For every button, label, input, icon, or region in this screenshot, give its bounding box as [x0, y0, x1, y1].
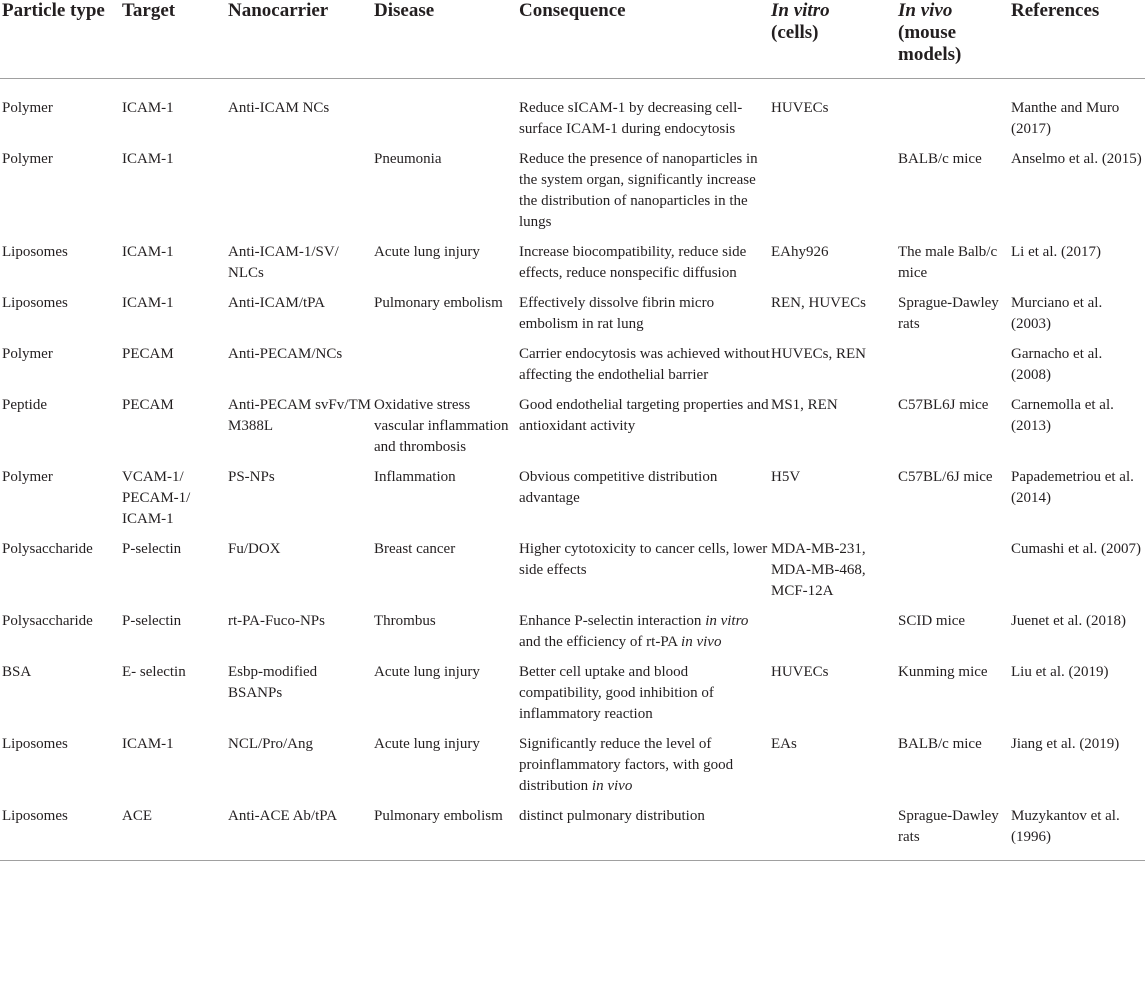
cell-particle-type: Polymer	[2, 346, 53, 362]
consequence-text: Significantly reduce the level of proinflammatory factors, with good distribution	[519, 736, 734, 794]
table-body	[0, 79, 1145, 861]
cell-particle-type: Polymer	[2, 151, 53, 167]
cell-reference: Li et al. (2017)	[1011, 244, 1101, 260]
cell-disease: Breast cancer	[374, 541, 456, 557]
cell-in-vivo: SCID mice	[898, 613, 966, 629]
cell-reference: Anselmo et al. (2015)	[1011, 151, 1142, 167]
cell-particle-type: Polysaccharide	[2, 613, 93, 629]
cell-disease: Inflammation	[374, 469, 456, 485]
cell-reference: Papademetriou et al. (2014)	[1011, 469, 1134, 506]
cell-target: PECAM	[122, 397, 174, 413]
cell-target: VCAM-1/ PECAM-1/ ICAM-1	[122, 469, 191, 527]
cell-in-vitro	[771, 611, 898, 662]
table-row	[0, 293, 1145, 344]
cell-in-vivo: BALB/c mice	[898, 736, 982, 752]
cell-particle-type: Polysaccharide	[2, 541, 93, 557]
cell-nanocarrier: PS-NPs	[228, 469, 275, 485]
cell-particle-type: Polymer	[2, 100, 53, 116]
cell-target: ACE	[122, 806, 228, 861]
cell-reference: Cumashi et al. (2007)	[1011, 541, 1141, 557]
cell-disease: Pulmonary embolism	[374, 806, 519, 861]
cell-reference: Muzykantov et al. (1996)	[1011, 806, 1145, 861]
cell-target: ICAM-1	[122, 100, 174, 116]
table-row	[0, 467, 1145, 539]
cell-in-vitro: EAs	[771, 736, 797, 752]
consequence-text: Higher cytotoxicity to cancer cells, lower side effects	[519, 541, 768, 578]
cell-reference: Liu et al. (2019)	[1011, 664, 1109, 680]
cell-nanocarrier	[228, 149, 374, 242]
consequence-text: distinct pulmonary distribution	[519, 808, 705, 824]
table-row	[0, 662, 1145, 734]
cell-in-vivo: C57BL/6J mice	[898, 469, 993, 485]
cell-particle-type: Liposomes	[2, 736, 68, 752]
cell-in-vitro: MDA-MB-231, MDA-MB-468, MCF-12A	[771, 541, 866, 599]
consequence-text: Carrier endocytosis was achieved without affecting the endothelial barrier	[519, 346, 770, 383]
cell-in-vivo	[898, 79, 1011, 150]
consequence-text: Good endothelial targeting properties and antioxidant activity	[519, 397, 769, 434]
cell-particle-type: BSA	[2, 664, 32, 680]
cell-target: ICAM-1	[122, 295, 174, 311]
cell-reference: Carnemolla et al. (2013)	[1011, 397, 1114, 434]
table-row	[0, 344, 1145, 395]
table-row	[0, 242, 1145, 293]
cell-target: PECAM	[122, 346, 174, 362]
cell-consequence	[519, 467, 771, 539]
cell-in-vivo: Kunming mice	[898, 664, 988, 680]
header-disease: Disease	[374, 0, 519, 79]
cell-in-vitro: REN, HUVECs	[771, 295, 867, 311]
italic-term: in vitro	[705, 613, 749, 629]
cell-nanocarrier: Anti-ACE Ab/tPA	[228, 806, 374, 861]
cell-disease: Acute lung injury	[374, 244, 480, 260]
cell-particle-type: Liposomes	[2, 295, 68, 311]
cell-in-vitro: H5V	[771, 469, 801, 485]
header-consequence: Consequence	[519, 0, 771, 79]
cell-particle-type: Liposomes	[0, 806, 122, 861]
table-row	[0, 734, 1145, 806]
cell-nanocarrier: Anti-ICAM/tPA	[228, 295, 325, 311]
consequence-text: Better cell uptake and blood compatibility, good inhibition of inflammatory reaction	[519, 664, 714, 722]
cell-consequence	[519, 539, 771, 611]
cell-target: ICAM-1	[122, 151, 174, 167]
cell-in-vitro: HUVECs, REN	[771, 346, 867, 362]
table-row	[0, 149, 1145, 242]
cell-in-vivo	[898, 344, 1011, 395]
cell-nanocarrier: Anti-PECAM/NCs	[228, 346, 343, 362]
cell-in-vitro: MS1, REN	[771, 397, 838, 413]
cell-consequence	[519, 734, 771, 806]
cell-reference: Juenet et al. (2018)	[1011, 613, 1126, 629]
cell-reference: Garnacho et al. (2008)	[1011, 346, 1103, 383]
cell-in-vivo	[898, 539, 1011, 611]
cell-consequence	[519, 242, 771, 293]
consequence-text: and the efficiency of rt-PA	[519, 634, 682, 650]
cell-consequence	[519, 149, 771, 242]
cell-nanocarrier: Fu/DOX	[228, 541, 281, 557]
cell-in-vitro: HUVECs	[771, 100, 829, 116]
cell-in-vitro	[771, 806, 898, 861]
cell-in-vivo: Sprague-Dawley rats	[898, 806, 1011, 861]
cell-in-vivo: BALB/c mice	[898, 151, 982, 167]
consequence-text: Obvious competitive distribution advantage	[519, 469, 718, 506]
cell-in-vitro: HUVECs	[771, 664, 829, 680]
table-header	[0, 0, 1145, 79]
cell-consequence	[519, 79, 771, 150]
cell-disease: Oxidative stress vascular inflammation and thrombosis	[374, 397, 509, 455]
consequence-text: Reduce the presence of nanoparticles in the system organ, significantly increase the distribution of nanoparticles in the lungs	[519, 151, 758, 230]
table-row	[0, 79, 1145, 150]
cell-particle-type: Polymer	[2, 469, 53, 485]
cell-reference: Manthe and Muro (2017)	[1011, 100, 1120, 137]
cell-nanocarrier: Anti-PECAM svFv/TM M388L	[228, 397, 371, 434]
cell-consequence	[519, 344, 771, 395]
table-row	[0, 395, 1145, 467]
header-in-vivo: In vivo (mouse models)	[898, 0, 1011, 79]
cell-nanocarrier: NCL/Pro/Ang	[228, 736, 314, 752]
cell-particle-type: Peptide	[2, 397, 47, 413]
table-row	[0, 539, 1145, 611]
cell-consequence	[519, 662, 771, 734]
cell-disease: Acute lung injury	[374, 664, 480, 680]
cell-in-vitro: EAhy926	[771, 244, 829, 260]
cell-nanocarrier: Esbp-modified BSANPs	[228, 664, 318, 701]
cell-disease	[374, 344, 519, 395]
cell-reference: Jiang et al. (2019)	[1011, 736, 1120, 752]
header-nanocarrier: Nanocarrier	[228, 0, 374, 79]
cell-in-vivo: Sprague-Dawley rats	[898, 295, 999, 332]
italic-term: in vivo	[591, 778, 633, 794]
table-row	[0, 806, 1145, 861]
cell-consequence	[519, 293, 771, 344]
cell-target: ICAM-1	[122, 736, 174, 752]
consequence-text: Reduce sICAM-1 by decreasing cell-surface ICAM-1 during endocytosis	[519, 100, 743, 137]
cell-disease	[374, 79, 519, 150]
consequence-text: Enhance P-selectin interaction	[519, 613, 706, 629]
cell-reference: Murciano et al. (2003)	[1011, 295, 1103, 332]
cell-target: P-selectin	[122, 613, 182, 629]
header-references: References	[1011, 0, 1145, 79]
consequence-text: Increase biocompatibility, reduce side effects, reduce nonspecific diffusion	[519, 244, 747, 281]
cell-target: P-selectin	[122, 541, 182, 557]
cell-consequence	[519, 395, 771, 467]
header-particle-type: Particle type	[0, 0, 122, 79]
cell-disease: Thrombus	[374, 613, 436, 629]
cell-nanocarrier: Anti-ICAM NCs	[228, 100, 330, 116]
cell-nanocarrier: rt-PA-Fuco-NPs	[228, 613, 325, 629]
consequence-text: Effectively dissolve fibrin micro embolism in rat lung	[519, 295, 715, 332]
cell-in-vitro	[771, 149, 898, 242]
cell-in-vivo: C57BL6J mice	[898, 397, 989, 413]
cell-consequence	[519, 611, 771, 662]
cell-target: E- selectin	[122, 664, 186, 680]
table-row	[0, 611, 1145, 662]
cell-nanocarrier: Anti-ICAM-1/SV/ NLCs	[228, 244, 339, 281]
cell-particle-type: Liposomes	[2, 244, 68, 260]
italic-term: in vivo	[681, 634, 722, 650]
header-in-vitro: In vitro (cells)	[771, 0, 898, 79]
cell-disease: Pulmonary embolism	[374, 295, 503, 311]
cell-disease: Pneumonia	[374, 151, 442, 167]
cell-disease: Acute lung injury	[374, 736, 480, 752]
header-target: Target	[122, 0, 228, 79]
cell-target: ICAM-1	[122, 244, 174, 260]
cell-consequence	[519, 806, 771, 861]
cell-in-vivo: The male Balb/c mice	[898, 244, 998, 281]
